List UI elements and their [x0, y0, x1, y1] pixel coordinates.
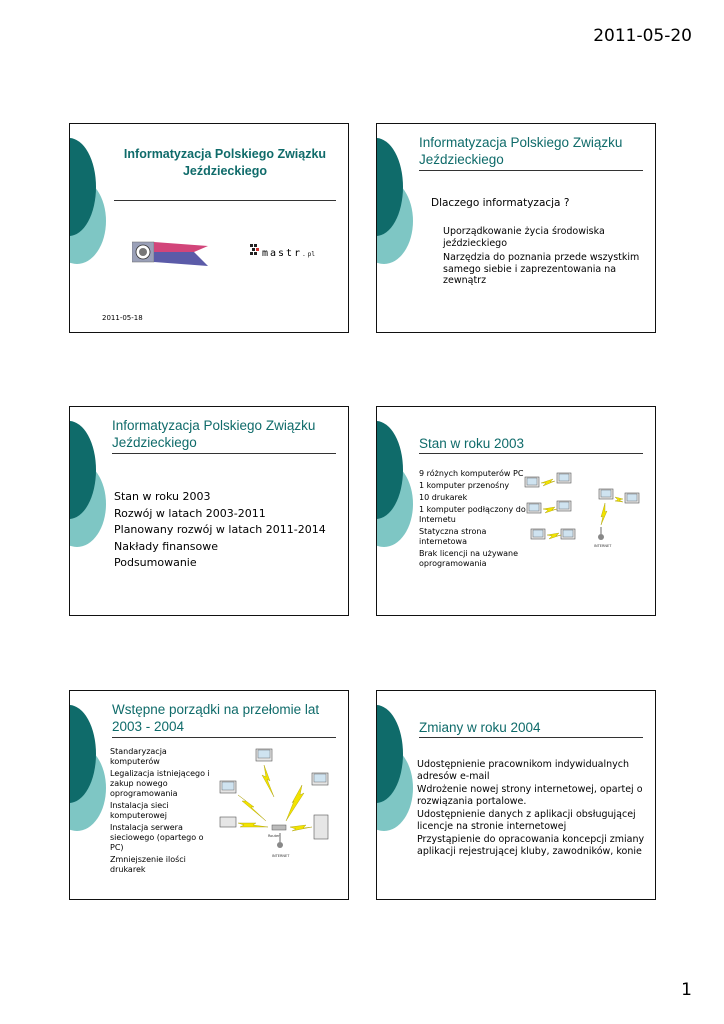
list-item: Zmniejszenie ilości drukarek	[110, 855, 186, 874]
bullet-list	[110, 747, 210, 875]
list-item: Narzędzia do poznania przede wszystkim samego siebie i zaprezentowania na zewnątrz	[443, 252, 640, 286]
mastr-logo-name: mastr	[262, 248, 303, 259]
slide-6	[376, 690, 656, 900]
router-label: Router	[268, 834, 280, 838]
list-item: Instalacja serwera sieciowego (opartego o PC)	[110, 823, 204, 852]
list-item: Przystąpienie do opracowania koncepcji zmiany aplikacji rejestrującej kluby, zawodników, konie	[417, 834, 645, 857]
list-item: Rozwój w latach 2003-2011	[114, 506, 266, 520]
slide-title: Informatyzacja Polskiego Związku Jeździeckiego	[112, 418, 316, 450]
bullet-list	[443, 226, 643, 287]
title-divider	[112, 737, 336, 738]
slide-date: 2011-05-18	[102, 314, 143, 322]
network-diagram-2003	[521, 467, 651, 559]
title-divider	[419, 453, 643, 454]
list-item: Instalacja sieci komputerowej	[110, 801, 169, 820]
slide-subheading: Dlaczego informatyzacja ?	[431, 197, 570, 209]
list-item: Brak licencji na używane oprogramowania	[419, 549, 519, 568]
mastr-logo: mastr.pl	[262, 248, 315, 259]
bullet-list	[417, 759, 653, 857]
slide-title: Informatyzacja Polskiego Związku Jeździeckiego	[419, 135, 623, 167]
list-item: Wdrożenie nowej strony internetowej, opartej o rozwiązania portalowe.	[417, 784, 643, 807]
list-item: Udostępnienie pracownikom indywidualnych adresów e-mail	[417, 759, 629, 782]
list-item: Planowany rozwój w latach 2011-2014	[114, 523, 326, 536]
internet-label: INTERNET	[594, 544, 612, 548]
pzj-flag-logo	[132, 240, 208, 268]
slide-1	[69, 123, 349, 333]
list-item: Nakłady finansowe	[114, 539, 219, 553]
mastr-logo-suffix: pl	[307, 251, 315, 258]
slide-title: Stan w roku 2003	[419, 436, 525, 451]
list-item: 10 drukarek	[419, 493, 468, 502]
title-divider	[112, 453, 336, 454]
network-diagram-2004	[210, 745, 344, 865]
slide-4	[376, 406, 656, 616]
internet-label: INTERNET	[272, 854, 290, 858]
list-item: Statyczna strona internetowa	[419, 527, 487, 546]
mastr-logo-icon	[250, 244, 260, 256]
slide-3	[69, 406, 349, 616]
document-date: 2011-05-20	[593, 26, 692, 46]
list-item: Legalizacja istniejącego i zakup nowego oprogramowania	[110, 769, 210, 798]
list-item: Podsumowanie	[114, 556, 197, 569]
bullet-list	[419, 469, 531, 569]
list-item: Standaryzacja komputerów	[110, 747, 167, 766]
slide-title: Informatyzacja Polskiego Związku Jeździeckiego	[123, 147, 327, 178]
list-item: Uporządkowanie życia środowiska jeździeckiego	[443, 226, 605, 249]
slide-title: Zmiany w roku 2004	[419, 720, 541, 735]
bullet-list	[114, 489, 344, 572]
title-divider	[114, 200, 336, 201]
list-item: 9 różnych komputerów PC	[419, 469, 524, 478]
slide-2	[376, 123, 656, 333]
list-item: 1 komputer podłączony do Internetu	[419, 505, 526, 524]
list-item: 1 komputer przenośny	[419, 481, 510, 490]
title-divider	[419, 737, 643, 738]
list-item: Udostępnienie danych z aplikacji obsługującej licencje na stronie internetowej	[417, 809, 636, 832]
title-divider	[419, 170, 643, 171]
list-item: Stan w roku 2003	[114, 490, 211, 503]
slide-5	[69, 690, 349, 900]
slide-title: Wstępne porządki na przełomie lat 2003 - 2004	[112, 702, 320, 734]
page-number: 1	[681, 980, 692, 1000]
